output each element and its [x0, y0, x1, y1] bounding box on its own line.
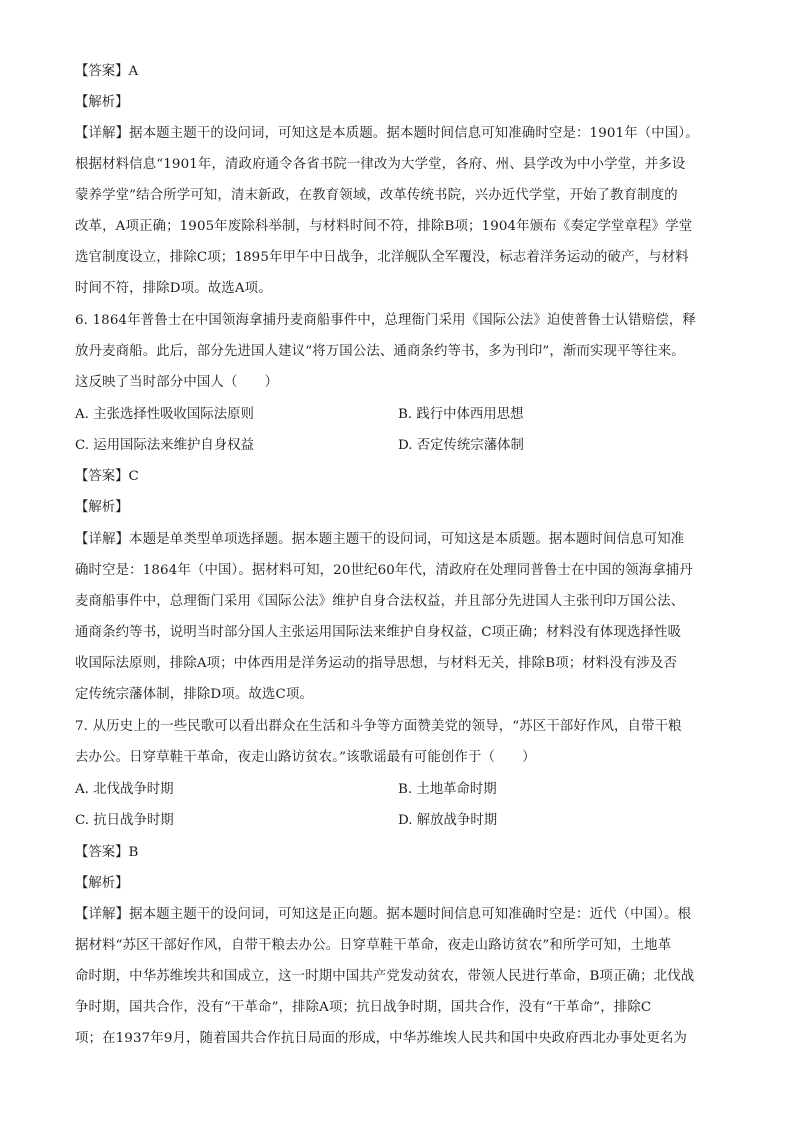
option-b: B. 践行中体西用思想	[398, 407, 524, 422]
option-c: C. 抗日战争时期	[75, 813, 174, 828]
question-stem-line: 这反映了当时部分中国人（ ）	[75, 375, 279, 390]
option-a: A. 北伐战争时期	[75, 782, 174, 797]
option-d: D. 否定传统宗藩体制	[398, 438, 524, 453]
answer-label: 【答案】C	[75, 469, 139, 484]
detail-line: 确时空是：1864年（中国）。据材料可知，20世纪60年代，清政府在处理同普鲁士在中国的领海拿捕丹	[75, 563, 693, 578]
detail-line: 【详解】据本题主题干的设问词，可知这是本质题。据本题时间信息可知准确时空是：1901年（中国）。	[75, 126, 699, 141]
analysis-label: 【解析】	[75, 876, 129, 891]
question-stem-line: 6. 1864年普鲁士在中国领海拿捕丹麦商船事件中，总理衙门采用《国际公法》迫使普鲁士认错赔偿，释	[75, 313, 696, 328]
detail-line: 蒙养学堂”结合所学可知，清末新政，在教育领域，改革传统书院，兴办近代学堂，开始了教育制度的	[75, 188, 678, 203]
question-stem-line: 7. 从历史上的一些民歌可以看出群众在生活和斗争等方面赞美党的领导，“苏区干部好作风，自带干粮	[75, 719, 682, 734]
option-c: C. 运用国际法来维护自身权益	[75, 438, 254, 453]
detail-line: 改革，A项正确；1905年废除科举制，与材料时间不符，排除B项；1904年颁布《奏定学堂章程》学堂	[75, 219, 693, 234]
detail-line: 根据材料信息“1901年，清政府通令各省书院一律改为大学堂，各府、州、县学改为中小学堂，并多设	[75, 157, 686, 172]
answer-label: 【答案】B	[75, 845, 139, 860]
analysis-label: 【解析】	[75, 500, 129, 515]
detail-line: 时间不符，排除D项。故选A项。	[75, 281, 272, 296]
detail-line: 【详解】本题是单类型单项选择题。据本题主题干的设问词，可知这是本质题。据本题时间信息可知准	[75, 532, 685, 547]
detail-line: 【详解】据本题主题干的设问词，可知这是正向题。据本题时间信息可知准确时空是：近代（中国）。根	[75, 907, 692, 922]
answer-label: 【答案】A	[75, 64, 139, 79]
detail-line: 通商条约等书，说明当时部分国人主张运用国际法来维护自身权益，C项正确；材料没有体现选择性吸	[75, 625, 682, 640]
detail-line: 定传统宗藩体制，排除D项。故选C项。	[75, 687, 313, 702]
detail-line: 麦商船事件中，总理衙门采用《国际公法》维护自身合法权益，并且部分先进国人主张刊印万国公法、	[75, 594, 685, 609]
option-b: B. 土地革命时期	[398, 782, 497, 797]
question-stem-line: 放丹麦商船。此后，部分先进国人建议“将万国公法、通商条约等书，多为刊印”，渐而实现平等往来。	[75, 344, 685, 359]
detail-line: 项；在1937年9月，随着国共合作抗日局面的形成，中华苏维埃人民共和国中央政府西北办事处更名为	[75, 1031, 688, 1046]
detail-line: 争时期，国共合作，没有“干革命”，排除A项；抗日战争时期，国共合作，没有“干革命”，排除C	[75, 1000, 652, 1015]
option-a: A. 主张选择性吸收国际法原则	[75, 407, 254, 422]
analysis-label: 【解析】	[75, 95, 129, 110]
question-stem-line: 去办公。日穿草鞋干革命，夜走山路访贫农。”该歌谣最有可能创作于（ ）	[75, 750, 536, 765]
detail-line: 据材料“苏区干部好作风，自带干粮去办公。日穿草鞋干革命，夜走山路访贫农”和所学可知，土地革	[75, 938, 672, 953]
option-d: D. 解放战争时期	[398, 813, 498, 828]
detail-line: 选官制度设立，排除C项；1895年甲午中日战争，北洋舰队全军覆没，标志着洋务运动的破产，与材料	[75, 250, 689, 265]
detail-line: 收国际法原则，排除A项；中体西用是洋务运动的指导思想，与材料无关，排除B项；材料没有涉及否	[75, 656, 678, 671]
detail-line: 命时期，中华苏维埃共和国成立，这一时期中国共产党发动贫农，带领人民进行革命，B项正确；北伐战	[75, 969, 695, 984]
